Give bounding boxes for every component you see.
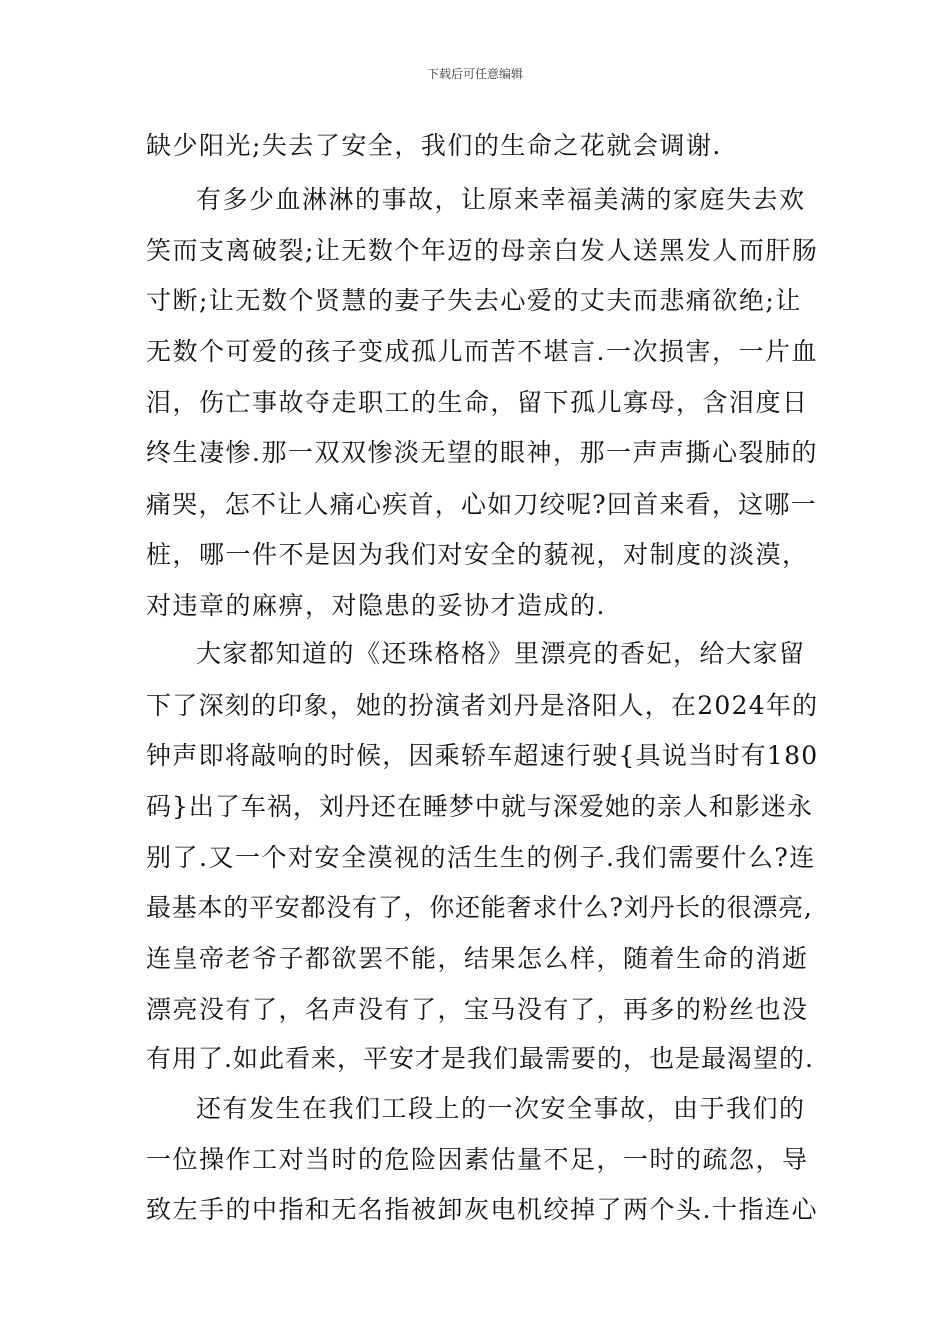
text-line: 有多少血淋淋的事故，让原来幸福美满的家庭失去欢: [196, 185, 806, 214]
text-line: 码}出了车祸，刘丹还在睡梦中就与深爱她的亲人和影迷永: [146, 792, 813, 821]
text-line: 泪，伤亡事故夺走职工的生命，留下孤儿寡母，含泪度日: [146, 388, 809, 417]
text-line: 桩，哪一件不是因为我们对安全的藐视，对制度的淡漠，: [146, 540, 809, 569]
text-line: 一位操作工对当时的危险因素估量不足，一时的疏忽，导: [146, 1145, 809, 1174]
text-line: 无数个可爱的孩子变成孤儿而苦不堪言.一次损害，一片血: [146, 337, 818, 366]
text-line: 笑而支离破裂;让无数个年迈的母亲白发人送黑发人而肝肠: [146, 236, 819, 265]
text-line: 痛哭，怎不让人痛心疾首，心如刀绞呢?回首来看，这哪一: [146, 490, 817, 519]
text-line: 致左手的中指和无名指被卸灰电机绞掉了两个头.十指连心: [146, 1195, 818, 1224]
text-line: 大家都知道的《还珠格格》里漂亮的香妃，给大家留: [196, 639, 806, 668]
text-line: 有用了.如此看来，平安才是我们最需要的，也是最渴望的.: [146, 1044, 814, 1073]
text-line: 还有发生在我们工段上的一次安全事故，由于我们的: [196, 1094, 806, 1123]
text-line: 对违章的麻痹，对隐患的妥协才造成的.: [146, 591, 606, 620]
text-line: 连皇帝老爷子都欲罢不能，结果怎么样，随着生命的消逝: [146, 944, 809, 973]
text-line: 钟声即将敲响的时候，因乘轿车超速行驶{具说当时有180: [146, 741, 819, 770]
text-line: 漂亮没有了，名声没有了，宝马没有了，再多的粉丝也没: [146, 995, 809, 1024]
text-line: 终生凄惨.那一双双惨淡无望的眼神，那一声声撕心裂肺的: [146, 438, 818, 467]
text-line: 最基本的平安都没有了，你还能奢求什么?刘丹长的很漂亮,: [146, 893, 813, 922]
text-line: 别了.又一个对安全漠视的活生生的例子.我们需要什么?连: [146, 843, 816, 872]
page-header: 下载后可任意编辑: [426, 67, 523, 81]
text-line: 寸断;让无数个贤慧的妻子失去心爱的丈夫而悲痛欲绝;让: [146, 286, 802, 315]
text-line: 缺少阳光;失去了安全，我们的生命之花就会调谢.: [146, 131, 722, 160]
text-line: 下了深刻的印象，她的扮演者刘丹是洛阳人，在2024年的: [146, 691, 819, 720]
